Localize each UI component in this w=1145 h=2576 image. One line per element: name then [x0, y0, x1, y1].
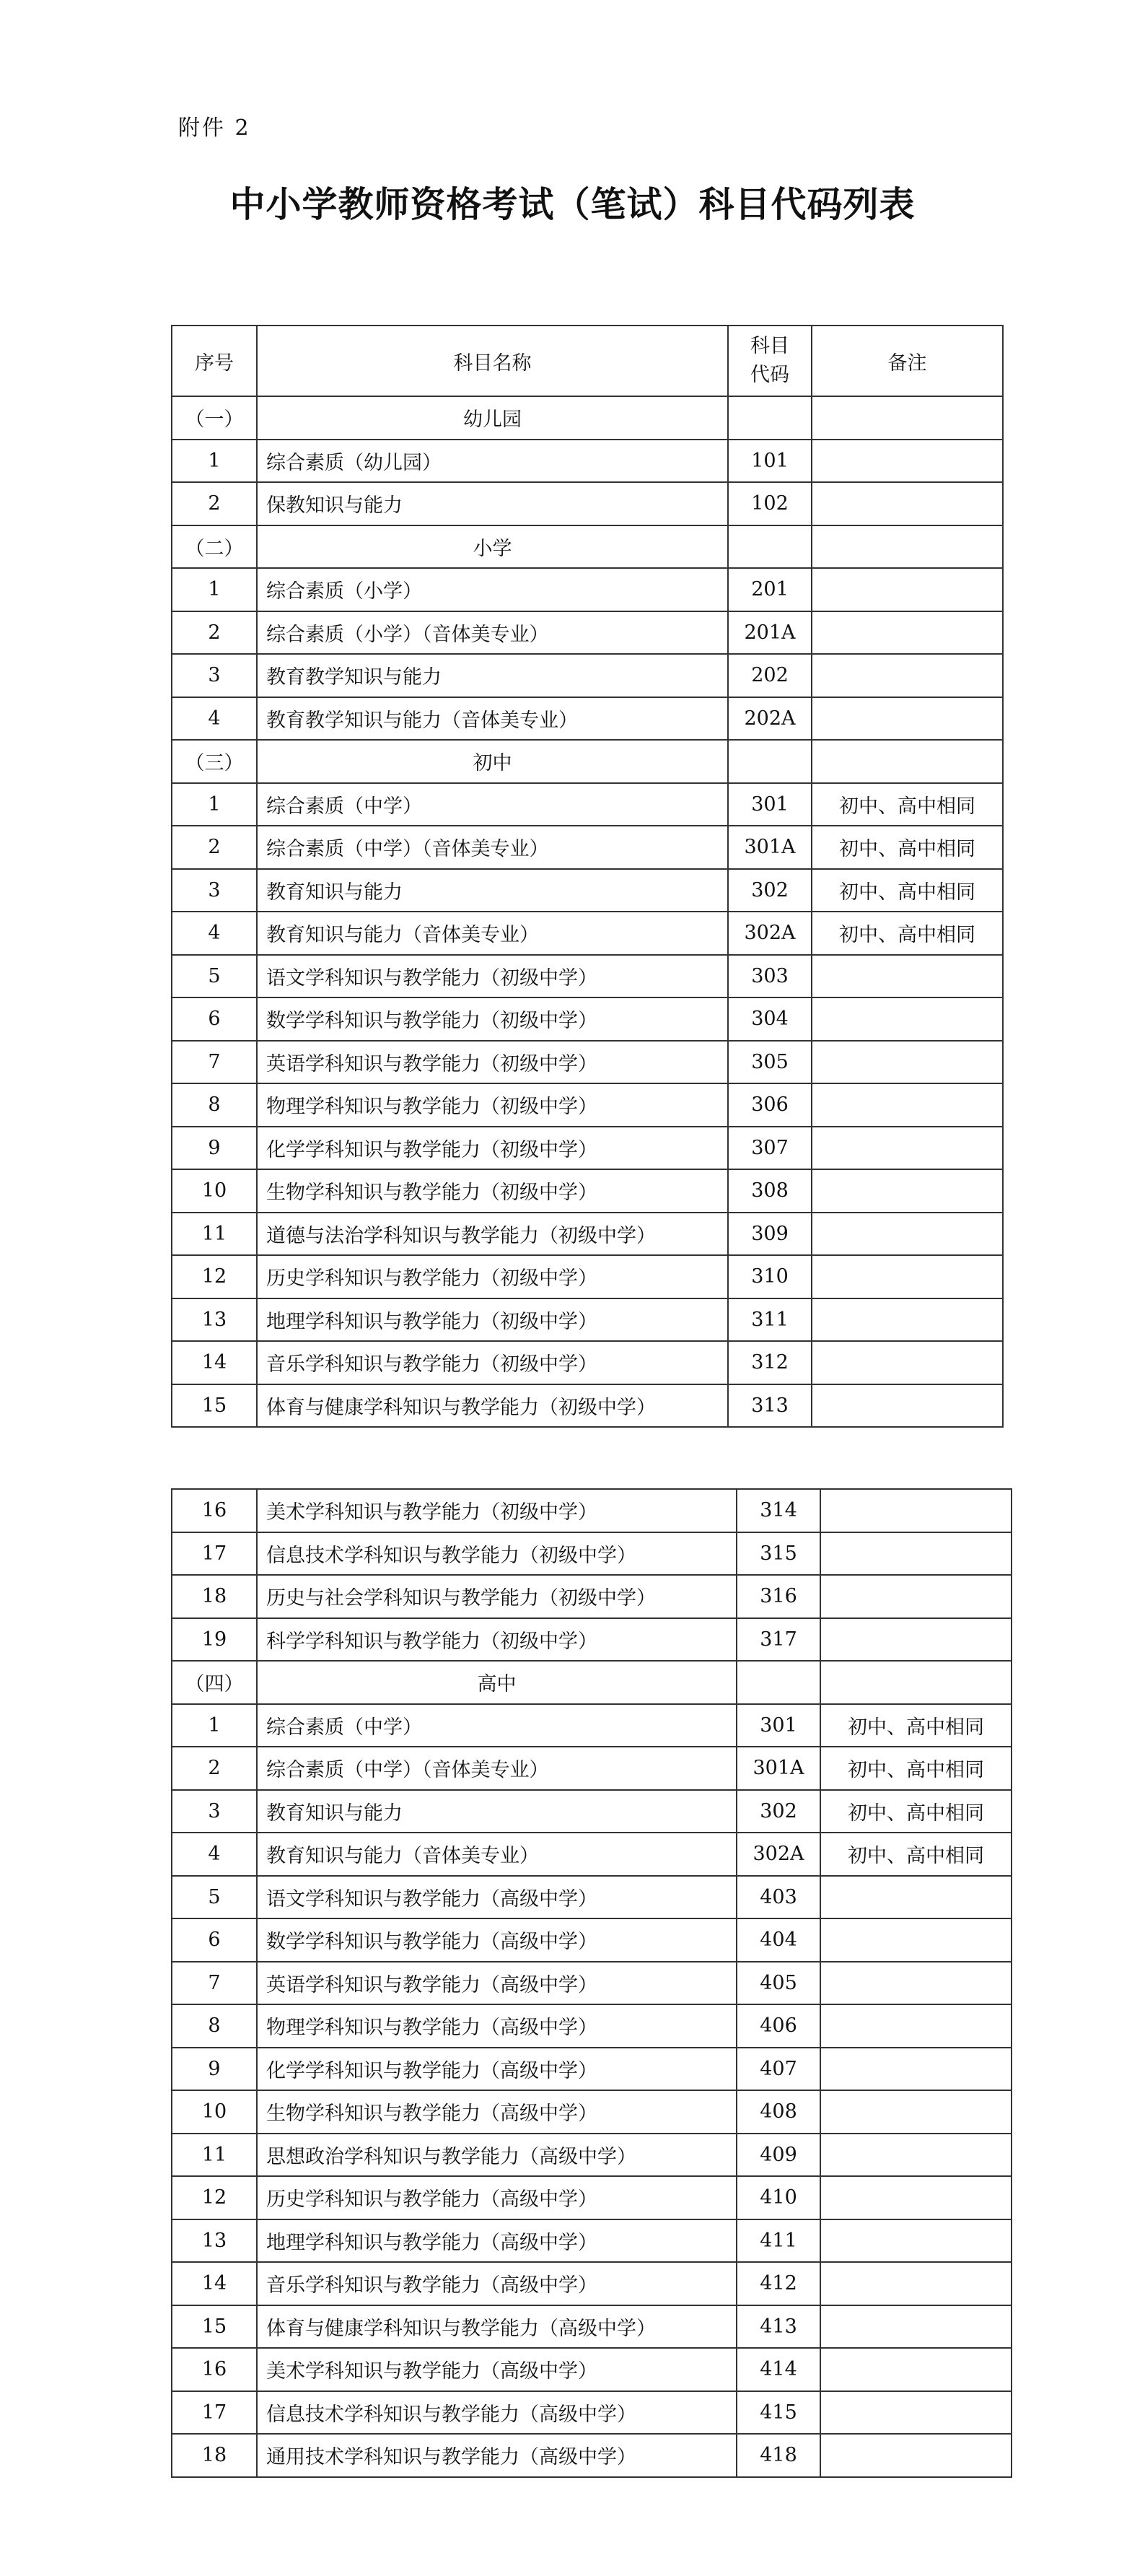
row-number: 8 [172, 2004, 257, 2048]
subject-code: 410 [737, 2176, 820, 2219]
row-number: 9 [172, 2048, 257, 2091]
subject-code: 408 [737, 2090, 820, 2134]
row-number: （三） [172, 740, 257, 783]
table-row [172, 1704, 1012, 1747]
row-number: （一） [172, 396, 257, 440]
subject-name: 综合素质（中学）（音体美专业） [257, 826, 728, 869]
remark: 初中、高中相同 [820, 1747, 1012, 1790]
table-body-part-2 [172, 1489, 1012, 2477]
remark [820, 2348, 1012, 2391]
row-number: 13 [172, 2219, 257, 2263]
subject-code-table-part-2 [171, 1488, 1012, 2478]
row-number: 6 [172, 1918, 257, 1962]
remark [820, 1489, 1012, 1532]
subject-name: 信息技术学科知识与教学能力（高级中学） [257, 2391, 737, 2435]
table-row [172, 869, 1003, 912]
row-number: 14 [172, 1341, 257, 1384]
subject-code: 413 [737, 2305, 820, 2349]
subject-code: 201 [728, 568, 812, 611]
subject-name: 思想政治学科知识与教学能力（高级中学） [257, 2134, 737, 2177]
row-number: 2 [172, 611, 257, 655]
subject-code: 308 [728, 1169, 812, 1213]
row-number: 1 [172, 568, 257, 611]
remark [812, 1041, 1003, 1084]
subject-code: 411 [737, 2219, 820, 2263]
subject-code: 418 [737, 2434, 820, 2477]
remark [812, 654, 1003, 697]
table-row [172, 1169, 1003, 1213]
table-row [172, 783, 1003, 826]
subject-code-table-part-1 [171, 325, 1004, 1428]
remark [820, 2090, 1012, 2134]
section-row [172, 525, 1003, 569]
subject-code: 303 [728, 955, 812, 998]
section-row [172, 1661, 1012, 1704]
subject-code [728, 740, 812, 783]
subject-name: 综合素质（小学）（音体美专业） [257, 611, 728, 655]
subject-code: 316 [737, 1575, 820, 1618]
remark [812, 1298, 1003, 1342]
remark [812, 1255, 1003, 1298]
remark: 初中、高中相同 [812, 826, 1003, 869]
row-number: 17 [172, 2391, 257, 2435]
subject-name: 美术学科知识与教学能力（高级中学） [257, 2348, 737, 2391]
row-number: 13 [172, 1298, 257, 1342]
remark [820, 1575, 1012, 1618]
subject-code: 310 [728, 1255, 812, 1298]
row-number: 10 [172, 2090, 257, 2134]
row-number: 5 [172, 1876, 257, 1919]
remark: 初中、高中相同 [812, 783, 1003, 826]
remark [812, 1169, 1003, 1213]
row-number: 11 [172, 2134, 257, 2177]
row-number: 16 [172, 1489, 257, 1532]
subject-name: 教育知识与能力（音体美专业） [257, 1833, 737, 1876]
header-note: 备注 [812, 326, 1003, 396]
remark [812, 396, 1003, 440]
row-number: 1 [172, 440, 257, 483]
remark [820, 1876, 1012, 1919]
subject-code [728, 525, 812, 569]
table-row [172, 568, 1003, 611]
remark: 初中、高中相同 [812, 912, 1003, 955]
remark [820, 1532, 1012, 1576]
subject-name: 数学学科知识与教学能力（初级中学） [257, 997, 728, 1041]
subject-name: 化学学科知识与教学能力（高级中学） [257, 2048, 737, 2091]
subject-code: 305 [728, 1041, 812, 1084]
table-row [172, 1918, 1012, 1962]
subject-code: 301 [728, 783, 812, 826]
subject-name: 语文学科知识与教学能力（初级中学） [257, 955, 728, 998]
table-row [172, 2348, 1012, 2391]
table-row [172, 955, 1003, 998]
table-row [172, 654, 1003, 697]
subject-code: 312 [728, 1341, 812, 1384]
subject-code: 405 [737, 1962, 820, 2005]
row-number: 17 [172, 1532, 257, 1576]
subject-name: 物理学科知识与教学能力（初级中学） [257, 1083, 728, 1127]
subject-name: 高中 [257, 1661, 737, 1704]
row-number: 5 [172, 955, 257, 998]
remark [812, 740, 1003, 783]
remark [812, 697, 1003, 741]
remark: 初中、高中相同 [812, 869, 1003, 912]
table-row [172, 1618, 1012, 1662]
subject-code: 101 [728, 440, 812, 483]
remark [820, 1618, 1012, 1662]
table-row [172, 1341, 1003, 1384]
table-row [172, 1747, 1012, 1790]
remark [820, 2134, 1012, 2177]
subject-code: 201A [728, 611, 812, 655]
remark [820, 2176, 1012, 2219]
subject-code: 317 [737, 1618, 820, 1662]
subject-name: 生物学科知识与教学能力（高级中学） [257, 2090, 737, 2134]
remark [812, 1384, 1003, 1428]
subject-code [737, 1661, 820, 1704]
subject-name: 教育教学知识与能力（音体美专业） [257, 697, 728, 741]
subject-code: 307 [728, 1127, 812, 1170]
table-row [172, 440, 1003, 483]
table-row [172, 997, 1003, 1041]
subject-name: 教育知识与能力（音体美专业） [257, 912, 728, 955]
subject-code: 404 [737, 1918, 820, 1962]
subject-name: 综合素质（中学）（音体美专业） [257, 1747, 737, 1790]
row-number: 10 [172, 1169, 257, 1213]
table-row [172, 1833, 1012, 1876]
subject-name: 化学学科知识与教学能力（初级中学） [257, 1127, 728, 1170]
table-row [172, 1384, 1003, 1428]
table-row [172, 2004, 1012, 2048]
table-row [172, 2391, 1012, 2435]
subject-name: 通用技术学科知识与教学能力（高级中学） [257, 2434, 737, 2477]
row-number: （二） [172, 525, 257, 569]
remark [820, 2391, 1012, 2435]
row-number: 3 [172, 869, 257, 912]
remark [812, 1213, 1003, 1256]
row-number: 18 [172, 2434, 257, 2477]
subject-code [728, 396, 812, 440]
subject-name: 幼儿园 [257, 396, 728, 440]
subject-name: 初中 [257, 740, 728, 783]
remark [812, 955, 1003, 998]
remark [812, 440, 1003, 483]
table-row [172, 1298, 1003, 1342]
table-row [172, 2219, 1012, 2263]
remark [812, 611, 1003, 655]
subject-name: 历史与社会学科知识与教学能力（初级中学） [257, 1575, 737, 1618]
attachment-label: 附件 2 [178, 115, 251, 141]
remark [820, 2434, 1012, 2477]
subject-code: 415 [737, 2391, 820, 2435]
row-number: 12 [172, 1255, 257, 1298]
subject-code: 302A [737, 1833, 820, 1876]
table-row [172, 2262, 1012, 2305]
subject-code: 301A [737, 1747, 820, 1790]
row-number: 2 [172, 1747, 257, 1790]
subject-code: 102 [728, 482, 812, 525]
remark [820, 2262, 1012, 2305]
row-number: 1 [172, 783, 257, 826]
subject-name: 道德与法治学科知识与教学能力（初级中学） [257, 1213, 728, 1256]
subject-code: 407 [737, 2048, 820, 2091]
table-row [172, 1041, 1003, 1084]
row-number: 6 [172, 997, 257, 1041]
remark [820, 2004, 1012, 2048]
header-subject-code-line2: 代码 [750, 364, 789, 386]
table-row [172, 1575, 1012, 1618]
row-number: 4 [172, 697, 257, 741]
subject-code: 302 [728, 869, 812, 912]
remark [820, 1962, 1012, 2005]
subject-name: 音乐学科知识与教学能力（高级中学） [257, 2262, 737, 2305]
subject-code: 304 [728, 997, 812, 1041]
subject-code: 302 [737, 1790, 820, 1833]
row-number: （四） [172, 1661, 257, 1704]
subject-code: 202A [728, 697, 812, 741]
subject-name: 小学 [257, 525, 728, 569]
subject-name: 体育与健康学科知识与教学能力（初级中学） [257, 1384, 728, 1428]
table-row [172, 2048, 1012, 2091]
row-number: 3 [172, 654, 257, 697]
remark: 初中、高中相同 [820, 1833, 1012, 1876]
table-row [172, 1532, 1012, 1576]
subject-name: 科学学科知识与教学能力（初级中学） [257, 1618, 737, 1662]
section-row [172, 740, 1003, 783]
subject-name: 教育教学知识与能力 [257, 654, 728, 697]
header-subject-code-line1: 科目 [750, 335, 789, 357]
remark [812, 1083, 1003, 1127]
row-number: 1 [172, 1704, 257, 1747]
remark [820, 2305, 1012, 2349]
subject-code: 302A [728, 912, 812, 955]
table-row [172, 1213, 1003, 1256]
subject-name: 地理学科知识与教学能力（高级中学） [257, 2219, 737, 2263]
row-number: 4 [172, 912, 257, 955]
remark [812, 1341, 1003, 1384]
remark [812, 525, 1003, 569]
subject-code: 301 [737, 1704, 820, 1747]
row-number: 15 [172, 1384, 257, 1428]
subject-name: 教育知识与能力 [257, 869, 728, 912]
remark [820, 2048, 1012, 2091]
row-number: 14 [172, 2262, 257, 2305]
table-row [172, 1790, 1012, 1833]
table-row [172, 2176, 1012, 2219]
subject-name: 综合素质（幼儿园） [257, 440, 728, 483]
table-row [172, 1876, 1012, 1919]
subject-code: 412 [737, 2262, 820, 2305]
row-number: 19 [172, 1618, 257, 1662]
table-body-part-1 [172, 396, 1003, 1427]
remark [812, 482, 1003, 525]
subject-name: 美术学科知识与教学能力（初级中学） [257, 1489, 737, 1532]
row-number: 12 [172, 2176, 257, 2219]
remark: 初中、高中相同 [820, 1790, 1012, 1833]
table-row [172, 697, 1003, 741]
subject-name: 综合素质（中学） [257, 783, 728, 826]
subject-code: 314 [737, 1489, 820, 1532]
subject-name: 历史学科知识与教学能力（高级中学） [257, 2176, 737, 2219]
section-row [172, 396, 1003, 440]
header-subject-name: 科目名称 [257, 326, 728, 396]
row-number: 15 [172, 2305, 257, 2349]
row-number: 2 [172, 482, 257, 525]
table-row [172, 2305, 1012, 2349]
subject-name: 语文学科知识与教学能力（高级中学） [257, 1876, 737, 1919]
row-number: 4 [172, 1833, 257, 1876]
row-number: 16 [172, 2348, 257, 2391]
subject-name: 综合素质（小学） [257, 568, 728, 611]
remark: 初中、高中相同 [820, 1704, 1012, 1747]
subject-name: 保教知识与能力 [257, 482, 728, 525]
table-row [172, 611, 1003, 655]
row-number: 2 [172, 826, 257, 869]
row-number: 8 [172, 1083, 257, 1127]
table-row [172, 2090, 1012, 2134]
subject-code: 414 [737, 2348, 820, 2391]
table-row [172, 826, 1003, 869]
page-title: 中小学教师资格考试（笔试）科目代码列表 [229, 183, 916, 225]
row-number: 3 [172, 1790, 257, 1833]
subject-code: 313 [728, 1384, 812, 1428]
subject-name: 体育与健康学科知识与教学能力（高级中学） [257, 2305, 737, 2349]
row-number: 9 [172, 1127, 257, 1170]
subject-name: 英语学科知识与教学能力（高级中学） [257, 1962, 737, 2005]
subject-name: 音乐学科知识与教学能力（初级中学） [257, 1341, 728, 1384]
table-row [172, 912, 1003, 955]
remark [820, 1918, 1012, 1962]
subject-name: 英语学科知识与教学能力（初级中学） [257, 1041, 728, 1084]
remark [820, 2219, 1012, 2263]
table-header-row [172, 326, 1003, 396]
subject-code: 301A [728, 826, 812, 869]
row-number: 7 [172, 1962, 257, 2005]
subject-name: 数学学科知识与教学能力（高级中学） [257, 1918, 737, 1962]
subject-code: 202 [728, 654, 812, 697]
subject-name: 生物学科知识与教学能力（初级中学） [257, 1169, 728, 1213]
table-row [172, 1083, 1003, 1127]
subject-code: 406 [737, 2004, 820, 2048]
subject-code: 306 [728, 1083, 812, 1127]
table-row [172, 1127, 1003, 1170]
header-no: 序号 [172, 326, 257, 396]
subject-name: 地理学科知识与教学能力（初级中学） [257, 1298, 728, 1342]
table-row [172, 2434, 1012, 2477]
table-row [172, 2134, 1012, 2177]
table-row [172, 1962, 1012, 2005]
subject-code: 409 [737, 2134, 820, 2177]
remark [812, 997, 1003, 1041]
subject-code: 403 [737, 1876, 820, 1919]
remark [820, 1661, 1012, 1704]
subject-code: 315 [737, 1532, 820, 1576]
header-subject-code [728, 326, 812, 396]
subject-name: 综合素质（中学） [257, 1704, 737, 1747]
subject-name: 信息技术学科知识与教学能力（初级中学） [257, 1532, 737, 1576]
subject-name: 物理学科知识与教学能力（高级中学） [257, 2004, 737, 2048]
row-number: 7 [172, 1041, 257, 1084]
subject-code: 311 [728, 1298, 812, 1342]
row-number: 18 [172, 1575, 257, 1618]
subject-name: 历史学科知识与教学能力（初级中学） [257, 1255, 728, 1298]
subject-code: 309 [728, 1213, 812, 1256]
remark [812, 1127, 1003, 1170]
row-number: 11 [172, 1213, 257, 1256]
table-row [172, 482, 1003, 525]
remark [812, 568, 1003, 611]
subject-name: 教育知识与能力 [257, 1790, 737, 1833]
table-row [172, 1489, 1012, 1532]
table-row [172, 1255, 1003, 1298]
